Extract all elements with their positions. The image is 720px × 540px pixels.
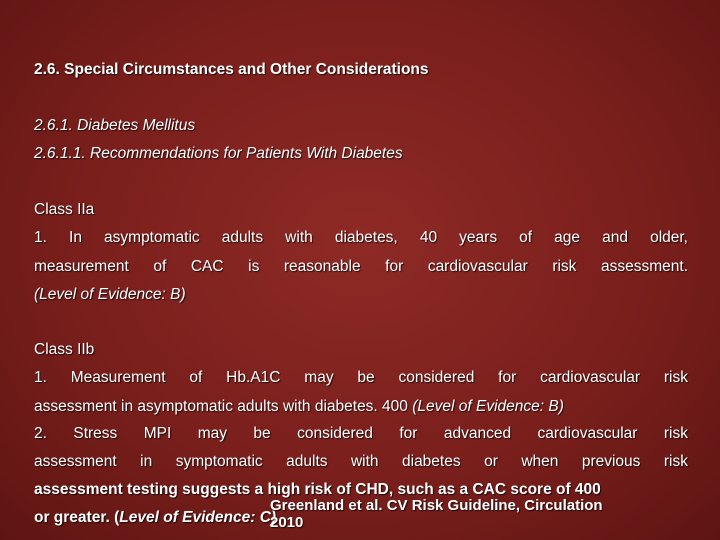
class-iia-rec1-line2: measurement of CAC is reasonable for cardiovascular risk assessment. bbox=[34, 258, 688, 275]
section-title: 2.6. Special Circumstances and Other Considerations bbox=[34, 61, 429, 78]
class-iib-rec2-line1: 2. Stress MPI may be considered for advanced cardiovascular risk bbox=[34, 425, 688, 442]
class-iib-rec1-line2 bbox=[34, 397, 688, 417]
class-iia-rec1-evidence: (Level of Evidence: B) bbox=[34, 286, 186, 303]
subsection-title: 2.6.1. Diabetes Mellitus bbox=[34, 117, 196, 134]
sub-subsection-title: 2.6.1.1. Recommendations for Patients With Diabetes bbox=[34, 145, 403, 162]
citation-line2: 2010 bbox=[270, 514, 304, 531]
class-iib-rec2-line3: assessment testing suggests a high risk of CHD, such as a CAC score of 400 bbox=[34, 481, 601, 498]
class-iib-rec2-line2: assessment in symptomatic adults with diabetes or when previous risk bbox=[34, 453, 688, 470]
citation bbox=[270, 497, 710, 531]
class-iia-heading: Class IIa bbox=[34, 201, 95, 218]
class-iib-rec1-line1: 1. Measurement of Hb.A1C may be considered for cardiovascular risk bbox=[34, 369, 688, 386]
class-iib-rec2-line4-text: or greater. ( bbox=[34, 509, 120, 526]
class-iib-rec2-evidence: Level of Evidence: C) bbox=[119, 509, 277, 526]
class-iib-rec1-line2-text: assessment in asymptomatic adults with diabetes. 400 bbox=[34, 398, 413, 415]
class-iib-rec1-evidence: (Level of Evidence: B) bbox=[412, 398, 564, 415]
citation-line1: Greenland et al. CV Risk Guideline, Circulation bbox=[270, 497, 603, 514]
class-iia-rec1-line1: 1. In asymptomatic adults with diabetes, 40 years of age and older, bbox=[34, 229, 688, 246]
class-iib-heading: Class IIb bbox=[34, 341, 95, 358]
